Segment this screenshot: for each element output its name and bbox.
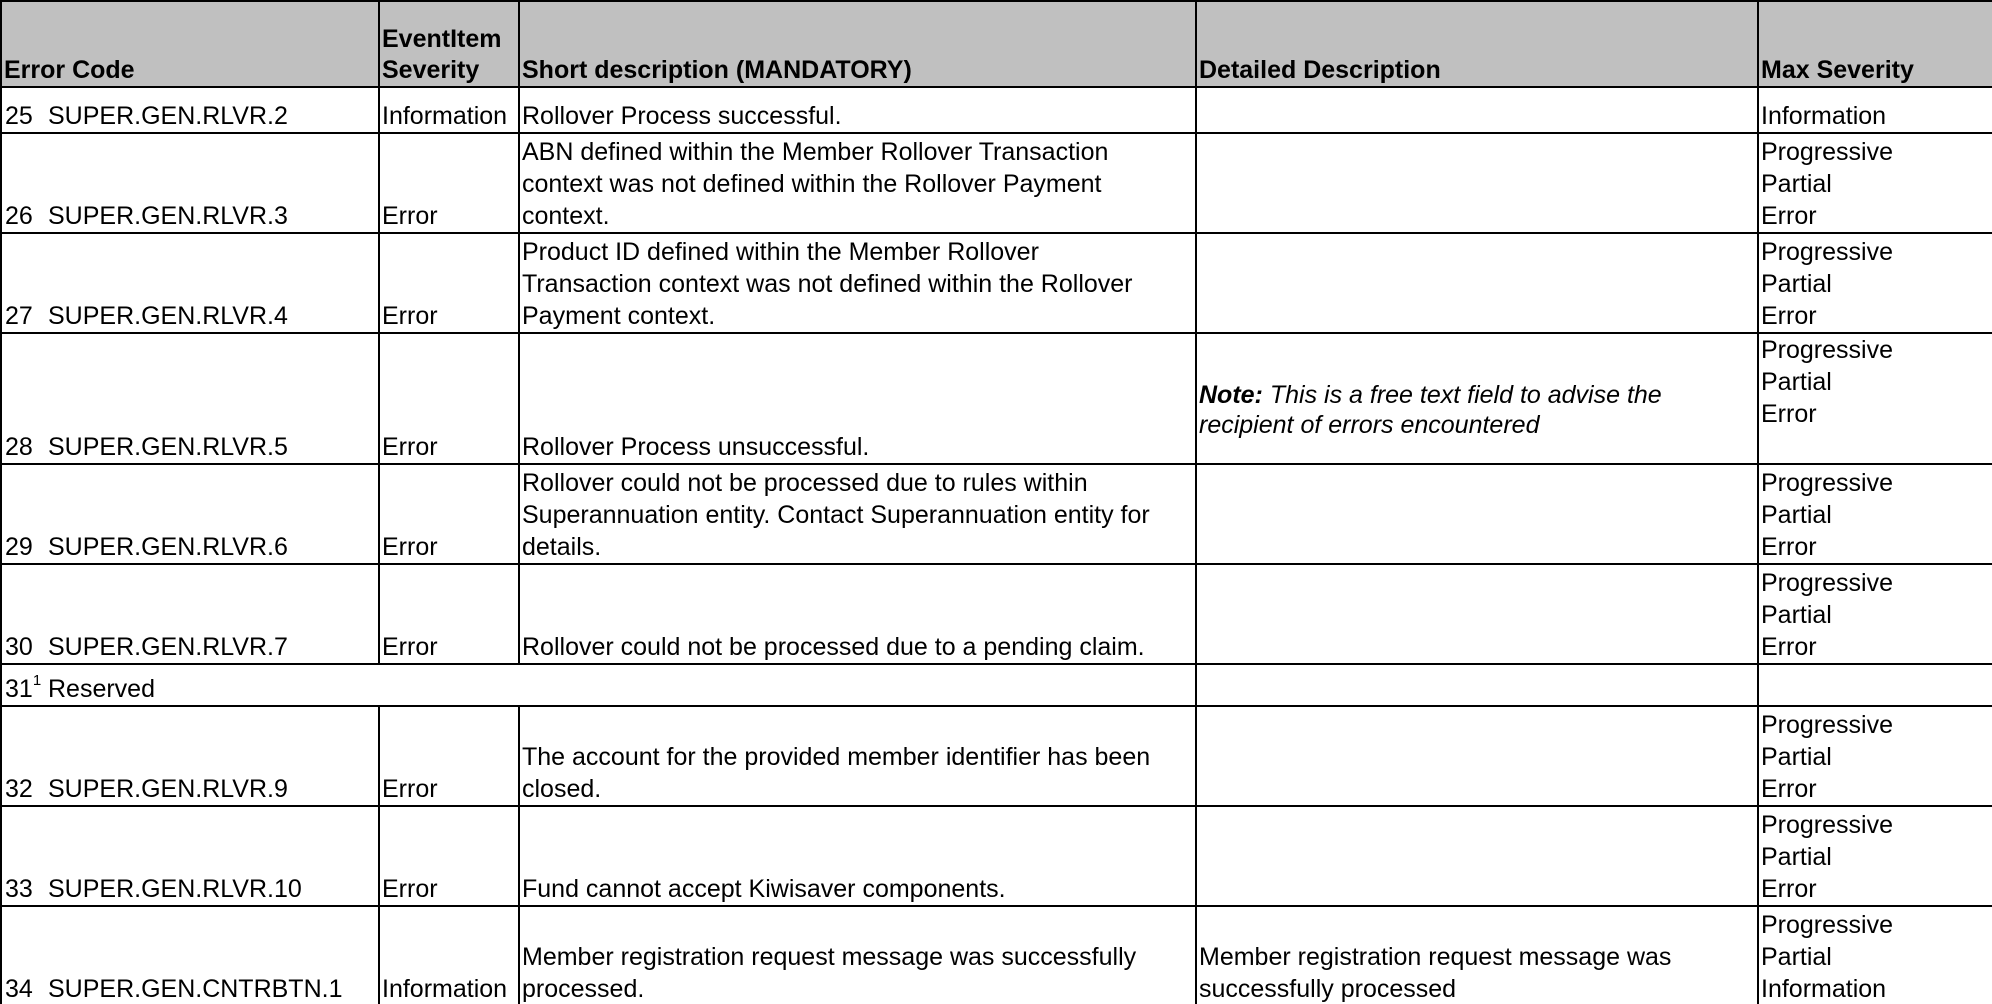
eventitem-severity-cell: Error: [379, 564, 519, 664]
detailed-description-cell: Member registration request message was successfully processed: [1196, 906, 1758, 1004]
row-number-value: 31: [5, 675, 33, 703]
short-description-cell: ABN defined within the Member Rollover Transaction context was not defined within the Rollover Payment context.: [519, 133, 1196, 233]
note-label: Note:: [1199, 380, 1263, 409]
max-severity-cell: Progressive Partial Error: [1758, 464, 1992, 564]
detailed-description-cell: [1196, 806, 1758, 906]
table-row: [1, 706, 1992, 806]
note-text: This is a free text field to advise the recipient of errors encountered: [1199, 380, 1662, 439]
row-number: 30: [1, 564, 45, 664]
eventitem-severity-cell: Information: [379, 906, 519, 1004]
row-number: 25: [1, 87, 45, 133]
detailed-description-cell: [1196, 564, 1758, 664]
table-row-reserved: [1, 664, 1992, 706]
table-row: [1, 333, 1992, 464]
detailed-description-cell: [1196, 87, 1758, 133]
max-severity-cell: [1758, 664, 1992, 706]
error-code-cell: SUPER.GEN.RLVR.6: [45, 464, 379, 564]
max-severity-cell: Progressive Partial Error: [1758, 564, 1992, 664]
max-severity-cell: Progressive Partial Error: [1758, 233, 1992, 333]
error-code-cell: SUPER.GEN.RLVR.2: [45, 87, 379, 133]
max-severity-cell: Progressive Partial Information: [1758, 906, 1992, 1004]
row-number: 26: [1, 133, 45, 233]
row-number: 32: [1, 706, 45, 806]
max-severity-cell: Progressive Partial Error: [1758, 706, 1992, 806]
detailed-description-cell: [1196, 664, 1758, 706]
eventitem-severity-cell: Information: [379, 87, 519, 133]
short-description-cell: The account for the provided member identifier has been closed.: [519, 706, 1196, 806]
max-severity-cell: Information: [1758, 87, 1992, 133]
detailed-description-cell: [1196, 233, 1758, 333]
error-code-cell: SUPER.GEN.RLVR.10: [45, 806, 379, 906]
max-severity-cell: Progressive Partial Error: [1758, 333, 1992, 464]
eventitem-severity-cell: Error: [379, 706, 519, 806]
error-code-cell: SUPER.GEN.RLVR.5: [45, 333, 379, 464]
header-max-severity: Max Severity: [1758, 1, 1992, 87]
header-row: [1, 1, 1992, 87]
header-eventitem-severity: EventItem Severity: [379, 1, 519, 87]
short-description-cell: Rollover Process unsuccessful.: [519, 333, 1196, 464]
row-number: 28: [1, 333, 45, 464]
row-number: [1, 664, 45, 706]
table-row: [1, 133, 1992, 233]
reserved-cell: Reserved: [45, 664, 1196, 706]
eventitem-severity-cell: Error: [379, 464, 519, 564]
eventitem-severity-cell: Error: [379, 233, 519, 333]
row-number: 33: [1, 806, 45, 906]
detailed-description-cell: [1196, 133, 1758, 233]
short-description-cell: Product ID defined within the Member Rollover Transaction context was not defined within the Rollover Payment context.: [519, 233, 1196, 333]
short-description-cell: Member registration request message was successfully processed.: [519, 906, 1196, 1004]
table-row: [1, 564, 1992, 664]
short-description-cell: Fund cannot accept Kiwisaver components.: [519, 806, 1196, 906]
detailed-description-cell: [1196, 706, 1758, 806]
error-code-cell: SUPER.GEN.CNTRBTN.1: [45, 906, 379, 1004]
row-number: 29: [1, 464, 45, 564]
max-severity-cell: Progressive Partial Error: [1758, 806, 1992, 906]
error-code-cell: SUPER.GEN.RLVR.9: [45, 706, 379, 806]
header-error-code: Error Code: [1, 1, 379, 87]
header-short-description: Short description (MANDATORY): [519, 1, 1196, 87]
eventitem-severity-cell: Error: [379, 133, 519, 233]
eventitem-severity-cell: Error: [379, 333, 519, 464]
row-number: 27: [1, 233, 45, 333]
row-number: 34: [1, 906, 45, 1004]
detailed-description-cell: [1196, 333, 1758, 464]
error-code-cell: SUPER.GEN.RLVR.4: [45, 233, 379, 333]
max-severity-cell: Progressive Partial Error: [1758, 133, 1992, 233]
table-row: [1, 233, 1992, 333]
short-description-cell: Rollover Process successful.: [519, 87, 1196, 133]
footnote-marker: 1: [32, 672, 42, 689]
table-row: [1, 906, 1992, 1004]
short-description-cell: Rollover could not be processed due to rules within Superannuation entity. Contact Superannuation entity for details.: [519, 464, 1196, 564]
table-row: [1, 87, 1992, 133]
detailed-description-cell: [1196, 464, 1758, 564]
table-row: [1, 464, 1992, 564]
table-row: [1, 806, 1992, 906]
short-description-cell: Rollover could not be processed due to a pending claim.: [519, 564, 1196, 664]
error-code-cell: SUPER.GEN.RLVR.3: [45, 133, 379, 233]
error-code-cell: SUPER.GEN.RLVR.7: [45, 564, 379, 664]
header-detailed-description: Detailed Description: [1196, 1, 1758, 87]
eventitem-severity-cell: Error: [379, 806, 519, 906]
